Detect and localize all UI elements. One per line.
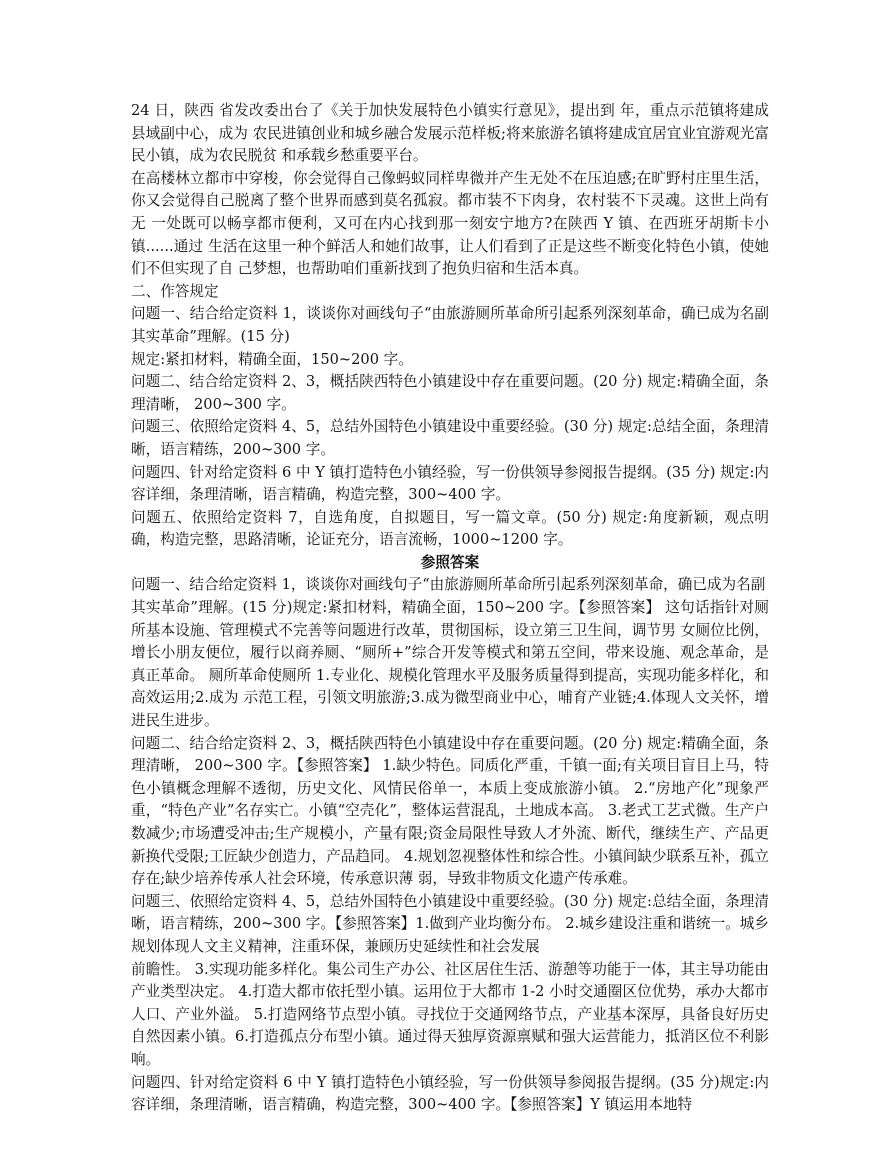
answer-2: 问题二、结合给定资料 2、3，概括陕西特色小镇建设中存在重要问题。(20 分) 规定:精确全面，条理清晰， 200~300 字。【参照答案】 1.缺少特色。同质化严重，千镇一面;有关项目盲目上马，特色小镇概念理解不透彻，历史文化、风情民俗单一，本质上变成旅游小镇。 2.“房地产化”现象严重，“特色产业”名存实亡。小镇“空壳化”，整体运营混乱，土地成本高。 3.老式工艺式微。生产户数减少;市场遭受冲击;生产规模小，产量有限;资金局限性导致人才外流、断代，继续生产、产品更新换代受限;工匠缺少创造力，产品趋同。 4.规划忽视整体性和综合性。小镇间缺少联系互补，孤立存在;缺少培养传承人社会环境，传承意识薄 弱，导致非物质文化遗产传承难。 (131, 734, 769, 888)
answer-3: 问题三、依照给定资料 4、5，总结外国特色小镇建设中重要经验。(30 分) 规定:总结全面，条理清晰，语言精练，200~300 字。【参照答案】1.做到产业均衡分布。 2.城乡建设注重和谐统一。城乡规划体现人文主义精神，注重环保，兼顾历史延续性和社会发展 (131, 892, 769, 955)
paragraph: 24 日，陕西 省发改委出台了《关于加快发展特色小镇实行意见》，提出到 年，重点示范镇将建成县域副中心，成为 农民进镇创业和城乡融合发展示范样板;将来旅游名镇将建成宜居宜业宜游观光富民小镇，成为农民脱贫 和承载乡愁重要平台。 (131, 102, 769, 165)
question-1: 问题一、结合给定资料 1，谈谈你对画线句子“由旅游厕所革命所引起系列深刻革命，确已成为名副 其实革命”理解。(15 分) (131, 305, 769, 345)
question-3: 问题三、依照给定资料 4、5，总结外国特色小镇建设中重要经验。(30 分) 规定:总结全面，条理清晰，语言精练，200~300 字。 (131, 418, 769, 458)
answer-3-continued: 前瞻性。 3.实现功能多样化。集公司生产办公、社区居住生活、游憩等功能于一体，其主导功能由产业类型决定。 4.打造大都市依托型小镇。运用位于大都市 1-2 小时交通圈区位优势，承办大都市人口、产业外溢。 5.打造网络节点型小镇。寻找位于交通网络节点，产业基本深厚，具备良好历史自然因素小镇。6.打造孤点分布型小镇。通过得天独厚资源禀赋和强大运营能力，抵消区位不利影响。 (131, 960, 769, 1068)
section-heading: 二、作答规定 (131, 282, 219, 300)
question-5: 问题五、依照给定资料 7，自选角度，自拟题目，写一篇文章。(50 分) 规定:角度新颖，观点明确，构造完整，思路清晰，论证充分，语言流畅，1000~1200 字。 (131, 508, 769, 549)
question-4: 问题四、针对给定资料 6 中 Y 镇打造特色小镇经验，写一份供领导参阅报告提纲。(35 分) 规定:内容详细，条理清晰，语言精确，构造完整，300~400 字。 (131, 463, 769, 504)
answer-1: 其实革命”理解。(15 分)规定:紧扣材料，精确全面，150~200 字。【参照答案】 这句话指针对厕所基本设施、管理模式不完善等问题进行改革，贯彻国标，设立第三卫生间，调节男 女厕位比例，增长小朋友便位，履行以商养厕、“厕所+”综合开发等模式和第五空间，带来设施、观念革命，是 真正革命。 厕所革命使厕所 1.专业化、规模化管理水平及服务质量得到提高，实现功能多样化，和高效运用;2.成为 示范工程，引领文明旅游;3.成为微型商业中心，哺育产业链;4.体现人文关怀，增进民生进步。 (131, 599, 769, 730)
answer-question-1-title: 问题一、结合给定资料 1，谈谈你对画线句子“由旅游厕所革命所引起系列深刻革命，确已成为名副 (131, 576, 766, 594)
requirement-1: 规定:紧扣材料，精确全面，150~200 字。 (131, 350, 413, 368)
paragraph: 在高楼林立都市中穿梭，你会觉得自己像蚂蚁同样卑微并产生无处不在压迫感;在旷野村庄里生活，你又会觉得自己脱离了整个世界而感到莫名孤寂。都市装不下肉身，农村装不下灵魂。这世上尚有无 一处既可以畅享都市便利，又可在内心找到那一刻安宁地方?在陕西 Y 镇、在西班牙胡斯卡小镇......通过 生活在这里一种个鲜活人和她们故事，让人们看到了正是这些不断变化特色小镇，使她们不但实现了自 己梦想，也帮助咱们重新找到了抱负归宿和生活本真。 (131, 169, 769, 278)
question-2: 问题二、结合给定资料 2、3，概括陕西特色小镇建设中存在重要问题。(20 分) 规定:精确全面，条理清晰， 200~300 字。 (131, 373, 769, 413)
answer-4: 问题四、针对给定资料 6 中 Y 镇打造特色小镇经验，写一份供领导参阅报告提纲。(35 分)规定:内容详细，条理清晰，语言精确，构造完整，300~400 字。【参照答案】Y 镇运用本地特 (131, 1073, 769, 1114)
answers-heading: 参照答案 (420, 553, 480, 571)
